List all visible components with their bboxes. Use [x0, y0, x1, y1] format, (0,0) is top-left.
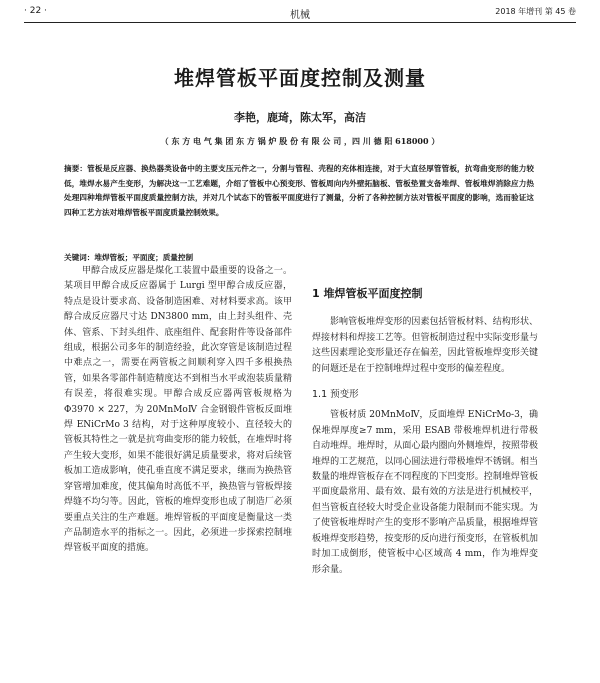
abstract-label: 摘要： [64, 164, 88, 173]
paper-title: 堆焊管板平面度控制及测量 [174, 66, 426, 90]
section-heading: 1 堆焊管板平面度控制 [312, 287, 423, 300]
journal-name: 机械 [290, 10, 310, 21]
intro-paragraph: 甲醇合成反应器是煤化工装置中最重要的设备之一。某项目甲醇合成反应器属于 Lurgi 型甲醇合成反应器，特点是设计要求高、设备制造困难、对材料要求高。该甲醇合成反应器尺寸达 DN3800 mm，由上封头组件、壳体、管系、下封头组件、底座组件、配套附件等设备部件组成，根据公司多年的制造经验，此次穿管是该制造过程中难点之一，需要在两管板之间顺利穿入四千多根换热管，如果各零部件制造精度达不到相当水平或泡装质量精有误差，将很难实现。甲醇合成反应器两管板规格为 Φ3970 × 227，为 20MnMoⅣ 合金钢锻件管板反面堆焊 ENiCrMo 3 结构，对于这种厚度较小、直径较大的管板其特性之一就是抗弯曲变形的能力较低，在堆焊时将产生较大变形，如果不能很好满足质量要求，将对后续管板加工造成影响，使孔垂直度不满足要求，继而为换热管穿管增加难度，使其偏角时高低不平，换热管与管板焊接焊缝不均匀等。因此，管板的堆焊变形也成了制造厂必须要重点关注的生产难题。堆焊管板的平面度是衡量这一类产品制造水平的指标之一。因此，必须进一步探索控制堆焊管板平面度的措施。 [64, 266, 292, 554]
abstract-text: 管板是反应器、换热器类设备中的主要支压元件之一，分割与管程、壳程的充体相连接，对于大直径厚管管板，抗弯曲变形的能力较低，堆焊水易产生变形，为解决这一工艺难题，介绍了管板中心预变形、管板周向内外壁拓脑板、管板垫置支备堆焊、管板堆焊消除应力热处理四种堆焊管板平面度质量控制方法，并对几个试态下的管板平面度进行了测量，分析了各种控制方法对管板平面度的影响，选而验证这四种工艺方法对堆焊管板平面度质量控制效果。 [64, 164, 534, 217]
keywords-label: 关键词： [64, 253, 95, 262]
author-list: 李艳，鹿琦，陈太军，高洁 [234, 111, 366, 124]
abstract [64, 162, 534, 220]
affiliation: （ 东 方 电 气 集 团 东 方 锅 炉 股 份 有 限 公 司 ，四 川 德 阳 618000 ） [160, 136, 440, 146]
journal-issue: 2018 年增刊 第 45 卷 [495, 7, 576, 16]
keywords [64, 252, 534, 263]
subsection-paragraph: 管板材质 20MnMoⅣ，反面堆焊 ENiCrMo-3，确保堆焊厚度≥7 mm，采用 ESAB 带极堆焊机进行带极自动堆焊。堆焊时，从面心最内圈向外侧堆焊，按照带极堆焊的工艺规范，以同心圆法进行带极堆焊不锈钢。相当数量的堆焊管板存在不同程度的下凹变形。控制堆焊管板平面度最常用、最有效、最有效的方法是进行机械校平，但当管板直径较大时受企业设备能力限制而不能实现。为了使管板堆焊时产生的变形不影响产品质量，根据堆焊管板堆焊变形趋势，按变形的反向进行预变形，在管板机加时加工成倒形，使管板中心区域高 4 mm，作为堆焊变形余量。 [312, 410, 538, 575]
page-number: · 22 · [24, 6, 47, 16]
running-header [24, 6, 576, 22]
section-intro-paragraph: 影响管板堆焊变形的因素包括管板材料、结构形状、焊接材料和焊接工艺等。但管板制造过程中实际变形量与这些因素理论变形量还存在偏差，因此管板堆焊变形关键的问题还是在于控制堆焊过程中变形的偏差程度。 [312, 317, 538, 374]
left-column [64, 264, 292, 557]
header-divider [24, 22, 576, 23]
subsection-heading: 1.1 预变形 [312, 389, 359, 401]
keywords-text: 堆焊管板；平面度；质量控制 [94, 253, 194, 262]
right-column [312, 286, 538, 578]
